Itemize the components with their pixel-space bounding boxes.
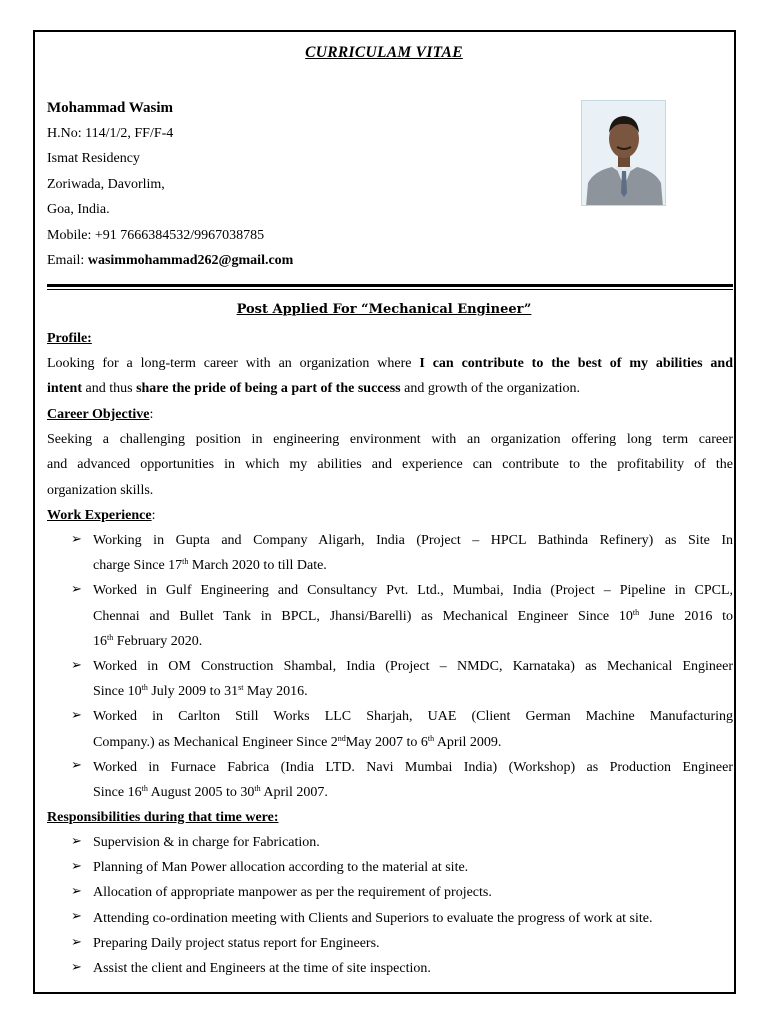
work-experience-section [47, 506, 733, 531]
arrow-bullet-icon: ➢ [71, 581, 82, 596]
address-line-3: Zoriwada, Davorlim, [47, 176, 165, 192]
document-title: CURRICULAM VITAE [305, 44, 463, 61]
profile-text: and growth of the organization. [400, 381, 580, 397]
work-item [93, 581, 733, 657]
work-item-line: Company.) as Mechanical Engineer Since 2ndMay 2007 to 6th April 2009. [93, 733, 502, 750]
profile-heading: Profile: [47, 331, 92, 346]
contact-block [47, 98, 293, 277]
career-line-3: organization skills. [47, 482, 154, 498]
profile-emphasis: intent [47, 381, 82, 397]
profile-emphasis: I can contribute to the best of my abilities and [419, 356, 733, 372]
responsibilities-heading: Responsibilities during that time were: [47, 810, 279, 825]
responsibilities-list [93, 833, 733, 984]
portrait-image [582, 101, 666, 206]
work-item-line: Worked in Furnace Fabrica (India LTD. Navi Mumbai India) (Workshop) as Production Engineer [93, 759, 733, 775]
arrow-bullet-icon: ➢ [71, 833, 82, 848]
profile-line-2 [47, 379, 733, 404]
work-item [93, 758, 733, 808]
mobile-line [47, 226, 293, 252]
profile-text: Looking for a long-term career with an organization where [47, 356, 420, 372]
arrow-bullet-icon: ➢ [71, 883, 82, 898]
work-item-line: Worked in Gulf Engineering and Consultancy Pvt. Ltd., Mumbai, India (Project – Pipeline in CPCL, [93, 583, 733, 599]
header-divider-thick [47, 284, 733, 287]
responsibility-item: Assist the client and Engineers at the time of site inspection. [93, 960, 431, 976]
responsibility-item: Planning of Man Power allocation according to the material at site. [93, 860, 469, 876]
responsibility-item: Supervision & in charge for Fabrication. [93, 835, 320, 850]
work-experience-list [93, 531, 733, 808]
address-line-1: H.No: 114/1/2, FF/F-4 [47, 125, 174, 141]
work-item [93, 657, 733, 707]
heading-colon: : [151, 508, 156, 523]
post-applied-for: Post Applied For “Mechanical Engineer” [236, 302, 532, 317]
mobile-number: +91 7666384532/9967038785 [94, 227, 265, 243]
career-objective-heading: Career Objective [47, 407, 150, 422]
responsibility-item: Preparing Daily project status report for Engineers. [93, 935, 380, 951]
career-objective-section [47, 405, 733, 506]
address-line-2: Ismat Residency [47, 151, 140, 166]
arrow-bullet-icon: ➢ [71, 959, 82, 974]
career-line-1: Seeking a challenging position in engineering environment with an organization offering long term career [47, 432, 733, 448]
work-item-line: Since 10th July 2009 to 31st May 2016. [93, 683, 308, 700]
work-item-line: 16th February 2020. [93, 632, 203, 649]
arrow-bullet-icon: ➢ [71, 934, 82, 949]
profile-text: and thus [82, 381, 137, 397]
arrow-bullet-icon: ➢ [71, 908, 82, 923]
work-item [93, 531, 733, 581]
work-item-line: Chennai and Bullet Tank in BPCL, Jhansi/Barelli) as Mechanical Engineer Since 10th June 2016 to [93, 607, 733, 624]
address-line-4: Goa, India. [47, 202, 110, 217]
work-item-line: Working in Gupta and Company Aligarh, India (Project – HPCL Bathinda Refinery) as Site In [93, 533, 733, 548]
profile-line-1 [47, 354, 733, 379]
work-item-line: Since 16th August 2005 to 30th April 2007. [93, 783, 328, 800]
work-item-line: Worked in OM Construction Shambal, India (Project – NMDC, Karnataka) as Mechanical Engineer [93, 658, 733, 674]
arrow-bullet-icon: ➢ [71, 757, 82, 772]
arrow-bullet-icon: ➢ [71, 657, 82, 672]
email-address: wasimmohammad262@gmail.com [87, 253, 294, 268]
mobile-label: Mobile: [47, 227, 95, 243]
header-divider-thin [47, 289, 733, 290]
work-item [93, 707, 733, 757]
work-item-line: Worked in Carlton Still Works LLC Sharjah, UAE (Client German Machine Manufacturing [93, 709, 733, 725]
career-line-2: and advanced opportunities in which my abilities and experience can contribute to the profitability of the [47, 457, 733, 473]
arrow-bullet-icon: ➢ [71, 707, 82, 722]
responsibility-item: Allocation of appropriate manpower as per the requirement of projects. [93, 885, 492, 901]
candidate-name: Mohammad Wasim [47, 100, 173, 116]
candidate-photo [581, 100, 666, 206]
work-experience-heading: Work Experience [47, 508, 152, 523]
responsibility-item: Attending co-ordination meeting with Clients and Superiors to evaluate the progress of work at site. [93, 910, 653, 926]
arrow-bullet-icon: ➢ [71, 858, 82, 873]
email-label: Email: [47, 253, 88, 268]
profile-emphasis: share the pride of being a part of the success [136, 381, 401, 397]
arrow-bullet-icon: ➢ [71, 531, 82, 546]
email-line [47, 251, 293, 277]
work-item-line: charge Since 17th March 2020 to till Date. [93, 557, 327, 574]
profile-section [47, 329, 733, 405]
heading-colon: : [149, 407, 154, 422]
responsibilities-section [47, 808, 733, 833]
